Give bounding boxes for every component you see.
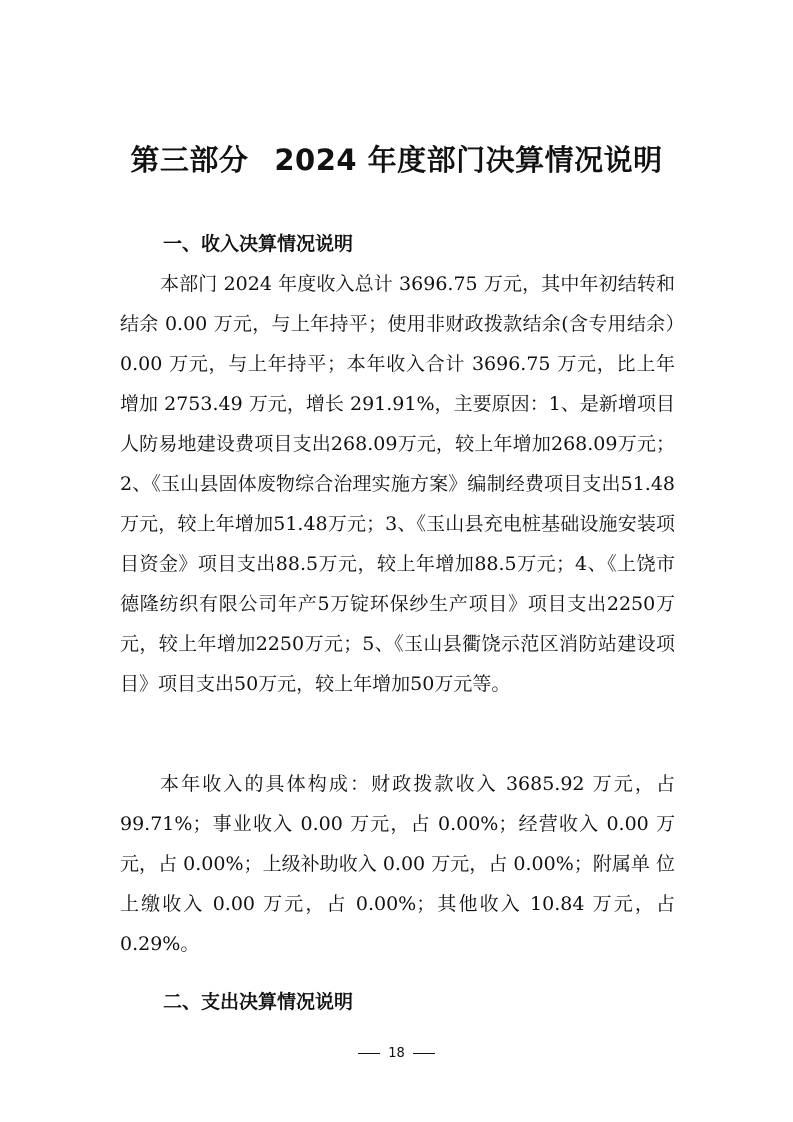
page-number-value: 18 <box>388 1046 405 1061</box>
page-number-dash-left <box>358 1053 380 1054</box>
section-heading-expenditure: 二、支出决算情况说明 <box>163 991 354 1013</box>
income-summary-paragraph: 本部门 2024 年度收入总计 3696.75 万元，其中年初结转和结余 0.00 万元，与上年持平；使用非财政拨款结余(含专用结余）0.00 万元，与上年持平；本年收入合计 3696.75 万元，比上年增加 2753.49 万元，增长 291.91%，主要原因：1、是新增项目人防易地建设费项目支出268.09万元，较上年增加268.09万元；2、《玉山县固体废物综合治理实施方案》编制经费项目支出51.48万元，较上年增加51.48万元；3、《玉山县充电桩基础设施安装项目资金》项目支出88.5万元，较上年增加88.5万元；4、《上饶市德隆纺织有限公司年产5万锭环保纱生产项目》项目支出2250万元，较上年增加2250万元；5、《玉山县衢饶示范区消防站建设项目》项目支出50万元，较上年增加50万元等。 <box>120 273 675 695</box>
page-number-dash-right <box>413 1053 435 1054</box>
title-main: 2024 年度部门决算情况说明 <box>274 143 663 177</box>
title-part: 第三部分 <box>130 143 249 177</box>
page-number <box>0 1044 793 1064</box>
income-composition-paragraph: 本年收入的具体构成：财政拨款收入 3685.92 万元，占 99.71%；事业收入 0.00 万元，占 0.00%；经营收入 0.00 万 元，占 0.00%；上级补助收入 0.00 万元，占 0.00%；附属单 位上缴收入 0.00 万元，占 0.00%；其他收入 10.84 万元，占 0.29%。 <box>120 773 675 955</box>
page-title <box>0 140 793 180</box>
section-heading-income: 一、收入决算情况说明 <box>163 233 354 255</box>
